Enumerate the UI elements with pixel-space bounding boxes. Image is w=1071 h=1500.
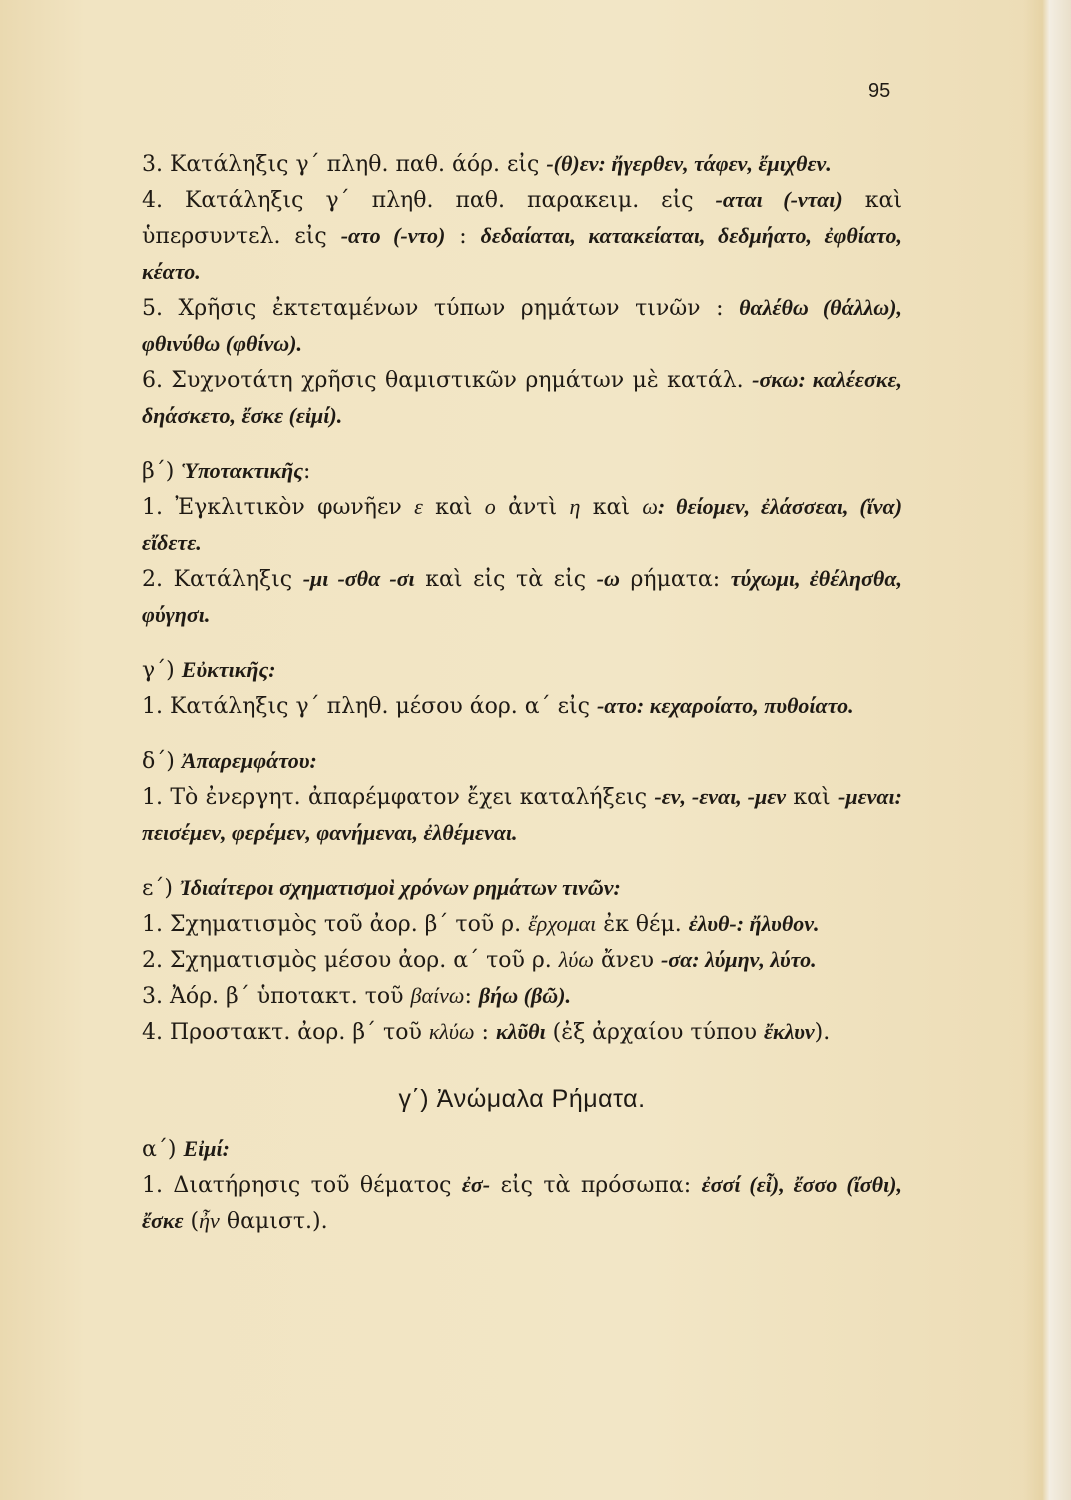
item-6: 6. Συχνοτάτη χρῆσις θαμιστικῶν ρημάτων μὲ κατάλ. -σκω: καλέεσκε, δηάσκετο, ἔσκε (εἰμί). xyxy=(142,367,902,428)
delta-item-1: 1. Τὸ ἐνεργητ. ἀπαρέμφατον ἔχει καταλήξεις -εν, -εναι, -μεν καὶ -μεναι: πεισέμεν, φερέμεν, φανήμεναι, ἐλθέμεναι. xyxy=(142,784,902,845)
epsilon-item-4: 4. Προστακτ. ἀορ. β΄ τοῦ κλύω : κλῦθι (ἐξ ἀρχαίου τύπου ἔκλυν). xyxy=(142,1019,831,1045)
gamma-item-1: 1. Κατάληξις γ΄ πληθ. μέσου άορ. α΄ εἰς -ατο: κεχαροίατο, πυθοίατο. xyxy=(142,693,854,719)
section-gamma-heading: γ΄) Εὐκτικῆς: xyxy=(142,657,276,683)
section-epsilon-heading: ε΄) Ἰδιαίτεροι σχηματισμοὶ χρόνων ρημάτων τινῶν: xyxy=(142,875,621,901)
beta-item-2: 2. Κατάληξις -μι -σθα -σι καὶ εἰς τὰ εἰς -ω ρήματα: τύχωμι, ἐθέλησθα, φύγησι. xyxy=(142,566,903,627)
section-beta-heading: β΄) Ὑποτακτικῆς: xyxy=(142,458,311,484)
section-delta-heading: δ΄) Ἀπαρεμφάτου: xyxy=(142,748,317,774)
item-4: 4. Κατάληξις γ΄ πληθ. παθ. παρακειμ. εἰς -αται (-νται) καὶ ὑπερσυντελ. εἰς -ατο (-ντο) : δεδαίαται, κατακείαται, δεδμήατο, ἐφθίατο, κέατο. xyxy=(142,187,902,284)
chapter-title: γ΄) Ἀνώμαλα Ρήματα. xyxy=(398,1085,646,1113)
page-number: 95 xyxy=(868,80,891,102)
section-alpha-heading: α΄) Εἰμί: xyxy=(142,1136,230,1162)
item-3: 3. Κατάληξις γ΄ πληθ. παθ. άόρ. εἰς -(θ)εν: ἤγερθεν, τάφεν, ἔμιχθεν. xyxy=(142,151,832,177)
epsilon-item-1: 1. Σχηματισμὸς τοῦ ἀορ. β΄ τοῦ ρ. ἔρχομαι ἐκ θέμ. ἐλυθ-: ἤλυθον. xyxy=(142,911,820,937)
alpha-item-1: 1. Διατήρησις τοῦ θέματος ἐσ- εἰς τὰ πρόσωπα: ἐσσί (εἶ), ἔσσο (ἴσθι), ἔσκε (ἦν θαμιστ.). xyxy=(142,1172,903,1234)
page-edge xyxy=(1023,0,1071,1500)
beta-item-1: 1. Ἐγκλιτικὸν φωνῆεν ε καὶ ο ἀντὶ η καὶ ω: θείομεν, ἐλάσσεαι, (ἵνα) εἴδετε. xyxy=(142,494,903,555)
item-5: 5. Χρῆσις ἐκτεταμένων τύπων ρημάτων τινῶν : θαλέθω (θάλλω), φθινύθω (φθίνω). xyxy=(142,295,903,356)
page-body xyxy=(142,146,902,1239)
epsilon-item-3: 3. Ἀόρ. β΄ ὑποτακτ. τοῦ βαίνω: βήω (βῶ). xyxy=(142,983,571,1009)
epsilon-item-2: 2. Σχηματισμὸς μέσου ἀορ. α΄ τοῦ ρ. λύω ἄνευ -σα: λύμην, λύτο. xyxy=(142,947,817,973)
